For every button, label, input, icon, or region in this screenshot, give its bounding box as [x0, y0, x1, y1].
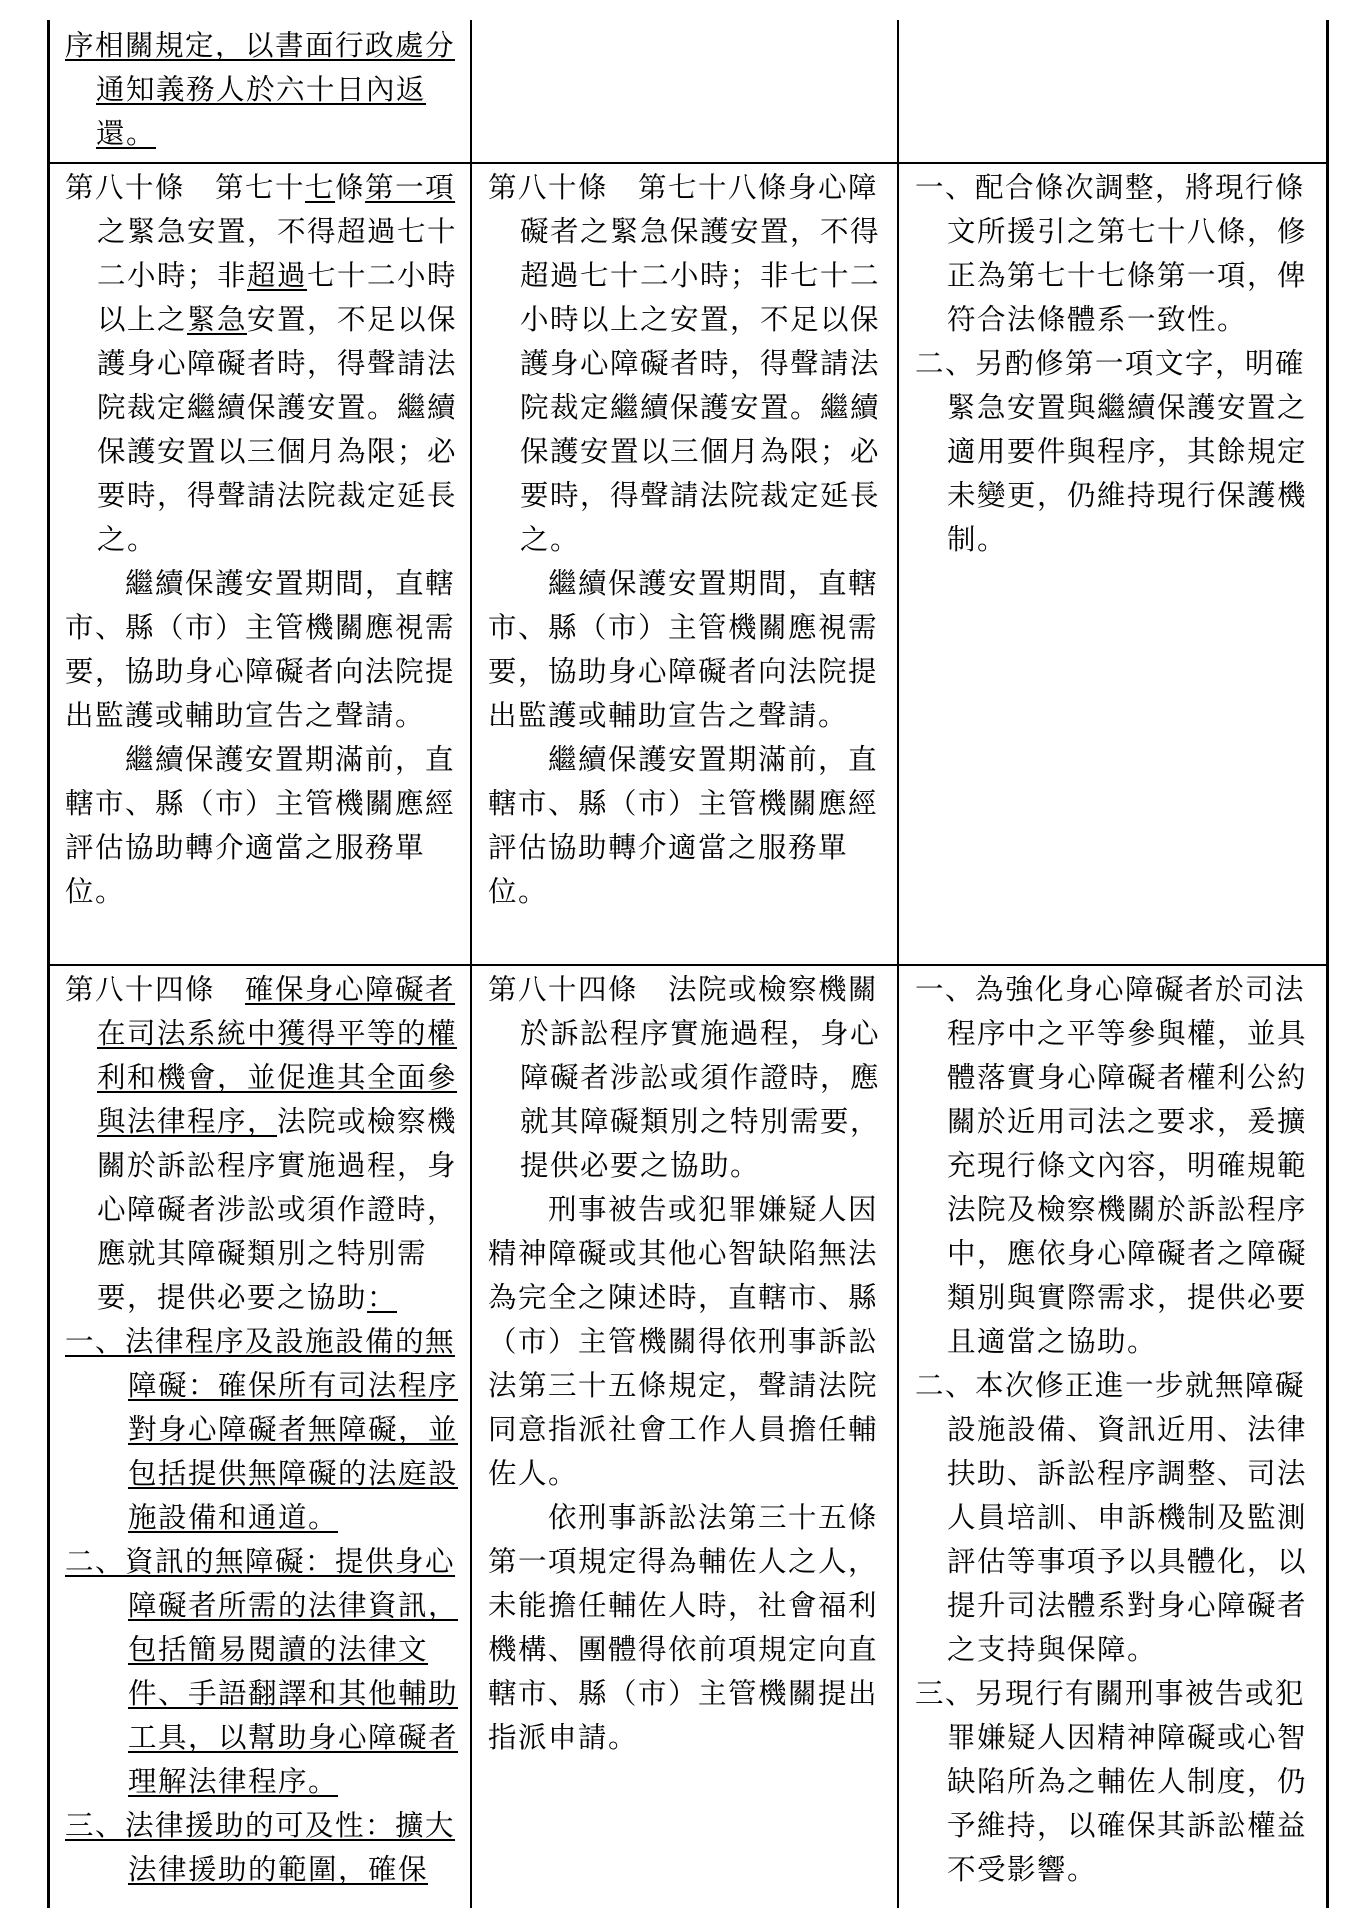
cell-paragraph [65, 1320, 461, 1540]
row0-notes-cell [915, 24, 1315, 160]
text-run: 三、另現行有關刑事被告或犯罪嫌疑人因精神障礙或心智缺陷所為之輔佐人制度，仍予維持，以確保其訴訟權益不受影響。 [915, 1677, 1308, 1886]
text-run: 第七十 [215, 171, 306, 204]
cell-paragraph [488, 968, 884, 1188]
text-run: 繼續保護安置期間，直轄市、縣（市）主管機關應視需要，協助身心障礙者向法院提出監護或輔助宣告之聲請。 [488, 567, 879, 732]
text-run: 七十二小時以上之 [97, 259, 458, 336]
row1-current-cell [488, 166, 884, 962]
row-divider-1 [47, 162, 1329, 164]
cell-paragraph [65, 738, 461, 914]
cell-paragraph [488, 166, 884, 562]
article-80-explanation-text [915, 166, 1315, 562]
text-run: 安置，不足以保護身心障礙者時，得聲請法院裁定繼續保護安置。繼續保護安置以三個月為限；必要時，得聲請法院裁定延長之。 [97, 303, 458, 556]
article-80-current-text [488, 166, 884, 914]
cell-paragraph [915, 166, 1315, 342]
amended-text-run: 七 [305, 171, 336, 204]
text-run: 刑事被告或犯罪嫌疑人因精神障礙或其他心智缺陷無法為完全之陳述時，直轄市、縣（市）主管機關得依刑事訴訟法第三十五條規定，聲請法院同意指派社會工作人員擔任輔佐人。 [488, 1193, 879, 1490]
amended-text-run: 第一項 [365, 171, 456, 204]
amended-text-run: 序相關規定，以書面行政處分通知義務人於六十日內返還。 [65, 29, 456, 150]
row2-current-cell [488, 968, 884, 1908]
cell-paragraph [915, 1364, 1315, 1672]
text-run: 第八十條 [65, 171, 186, 204]
row0-amended-text [65, 24, 461, 156]
text-run: 繼續保護安置期滿前，直轄市、縣（市）主管機關應經評估協助轉介適當之服務單位。 [65, 743, 456, 908]
row0-amended-cell [65, 24, 461, 160]
amended-text-run: 緊急 [187, 303, 248, 336]
text-run: 法院或檢察機關於訴訟程序實施過程，身心障礙者涉訟或須作證時，應就其障礙類別之特別需要，提供必要之協助 [97, 1105, 458, 1314]
amended-text-run: 一、法律程序及設施設備的無障礙：確保所有司法程序對身心障礙者無障礙，並包括提供無障礙的法庭設施設備和通道。 [65, 1325, 459, 1534]
cell-paragraph [65, 166, 461, 562]
text-run: 繼續保護安置期間，直轄市、縣（市）主管機關應視需要，協助身心障礙者向法院提出監護或輔助宣告之聲請。 [65, 567, 456, 732]
row-divider-2 [47, 964, 1329, 966]
amended-text-run: 超過 [247, 259, 308, 292]
row0-current-cell [488, 24, 884, 160]
row1-notes-cell [915, 166, 1315, 962]
amended-text-run: 二、資訊的無障礙：提供身心障礙者所需的法律資訊，包括簡易閱讀的法律文件、手語翻譯和其他輔助工具，以幫助身心障礙者理解法律程序。 [65, 1545, 459, 1798]
article-84-current-text [488, 968, 884, 1760]
row1-amended-cell [65, 166, 461, 962]
cell-paragraph [915, 342, 1315, 562]
row2-amended-cell [65, 968, 461, 1908]
cell-paragraph [65, 1804, 461, 1892]
cell-paragraph [488, 738, 884, 914]
text-run: 一、為強化身心障礙者於司法程序中之平等參與權，並具體落實身心障礙者權利公約關於近用司法之要求，爰擴充現行條文內容，明確規範法院及檢察機關於訴訟程序中，應依身心障礙者之障礙類別與實際需求，提供必要且適當之協助。 [915, 973, 1308, 1358]
text-run: 一、配合條次調整，將現行條文所援引之第七十八條，修正為第七十七條第一項，俾符合法條體系一致性。 [915, 171, 1308, 336]
article-80-amended-text [65, 166, 461, 914]
cell-paragraph [488, 562, 884, 738]
comparison-table [47, 20, 1329, 1908]
text-run: 繼續保護安置期滿前，直轄市、縣（市）主管機關應經評估協助轉介適當之服務單位。 [488, 743, 879, 908]
text-run: 條 [335, 171, 366, 204]
text-run [638, 973, 668, 1006]
text-run: 二、本次修正進一步就無障礙設施設備、資訊近用、法律扶助、訴訟程序調整、司法人員培訓、申訴機制及監測評估等事項予以具體化，以提升司法體系對身心障礙者之支持與保障。 [915, 1369, 1308, 1666]
text-run [215, 973, 245, 1006]
cell-paragraph [915, 968, 1315, 1364]
text-run: 之緊急安置，不得超過七十二小時；非 [97, 215, 458, 292]
text-run: 第八十條 [488, 171, 609, 204]
text-run: 第八十四條 [65, 973, 216, 1006]
cell-paragraph [915, 1672, 1315, 1892]
cell-paragraph [65, 24, 461, 156]
article-84-amended-text [65, 968, 461, 1892]
cell-paragraph [65, 562, 461, 738]
amended-text-run: ： [367, 1281, 398, 1314]
article-84-explanation-text [915, 968, 1315, 1892]
text-run: 第七十八條身心障礙者之緊急保護安置，不得超過七十二小時；非七十二小時以上之安置，不足以保護身心障礙者時，得聲請法院裁定繼續保護安置。繼續保護安置以三個月為限；必要時，得聲請法院裁定延長之。 [520, 171, 881, 556]
amended-text-run: 確保身心障礙者在司法系統中獲得平等的權利和機會，並促進其全面參與法律程序， [97, 973, 458, 1138]
cell-paragraph [488, 1496, 884, 1760]
text-run: 依刑事訴訟法第三十五條第一項規定得為輔佐人之人，未能擔任輔佐人時，社會福利機構、團體得依前項規定向直轄市、縣（市）主管機關提出指派申請。 [488, 1501, 879, 1754]
text-run [608, 171, 638, 204]
amended-text-run: 三、法律援助的可及性：擴大法律援助的範圍，確保 [65, 1809, 456, 1886]
text-run [185, 171, 215, 204]
row2-notes-cell [915, 968, 1315, 1908]
text-run: 二、另酌修第一項文字，明確緊急安置與繼續保護安置之適用要件與程序，其餘規定未變更，仍維持現行保護機制。 [915, 347, 1308, 556]
cell-paragraph [65, 968, 461, 1320]
cell-paragraph [65, 1540, 461, 1804]
cell-paragraph [488, 1188, 884, 1496]
text-run: 第八十四條 [488, 973, 639, 1006]
text-run: 法院或檢察機關於訴訟程序實施過程，身心障礙者涉訟或須作證時，應就其障礙類別之特別需要，提供必要之協助。 [520, 973, 881, 1182]
